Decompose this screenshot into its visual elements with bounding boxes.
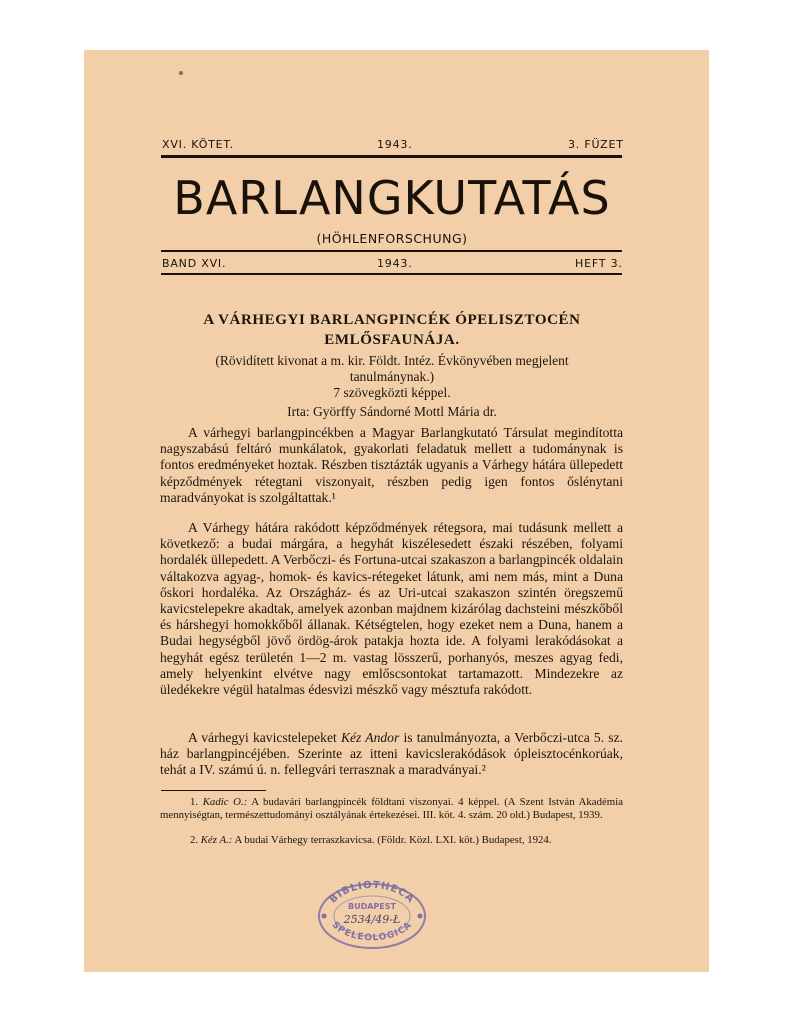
issue-label-de: HEFT 3. — [575, 257, 623, 270]
year-label-de: 1943. — [377, 257, 413, 270]
article-note-text: (Rövidített kivonat a m. kir. Földt. Intéz. Évkönyvében megjelent tanulmánynak.) — [215, 353, 569, 384]
footnote-1-text: A budavári barlangpincék földtani viszonyai. 4 képpel. (A Szent István Akadémia mennyiségtan, természettudományi osztályának értekezései. III. köt. 4. szám. 20 old.) Budapest, 1939. — [160, 796, 623, 822]
volume-label-de: BAND XVI. — [162, 257, 227, 270]
journal-subtitle: (HÖHLENFORSCHUNG) — [316, 231, 468, 246]
header-rule-bottom — [161, 273, 622, 275]
library-stamp — [316, 880, 428, 950]
body-paragraph-2: A Várhegy hátára rakódott képződmények rétegsora, mai tudásunk mellett a következő: a budai márgára, a hegyhát kiszélesedett északi részében, folyami hordalék üllepedett. A Verbőczi- és Fortuna-utcai szakaszon a barlangpincék oldalain váltakozva agyag-, homok- és kavics-rétegeket látunk, ami nem más, mint a Duna őskori hordaléka. Az Országház- és az Uri-utcai szakaszon szintén öregszemű kavicstelepekre akadtak, amelyek azonban majdnem kizárólag dachsteini mészkőből és hárshegyi homokkőből állanak. Kétségtelen, hogy ezeket nem a Duna, hanem a Budai hegységből jövő ördög-árok patakja hozta ide. A folyami lerakódásokat a hegyhát egész területén 1—2 m. vastag lösszerű, porhanyós, meszes agyag fedi, amely helyenkint elvétve nagy emlőscsontokat tartamazott. Mindezekre az üledékekre végül hatalmas édesvizi mészkő vagy mésztufa rakódott. — [160, 520, 623, 698]
p3-before: A várhegyi kavicstelepeket — [188, 730, 341, 745]
journal-title: BARLANGKUTATÁS — [173, 171, 611, 225]
stamp-handwritten: 2534/49-Ł — [343, 913, 401, 926]
article-figures: 7 szövegközti képpel. — [333, 385, 451, 400]
article-title-line1: A VÁRHEGYI BARLANGPINCÉK ÓPELISZTOCÉN — [203, 312, 581, 328]
footnote-rule — [161, 790, 266, 791]
p3-after: is tanulmányozta, a Verbőczi-utca 5. sz. ház barlangpincéjében. Szerinte az itteni kavicslerakódások ópleisztocénkorúak, tehát a IV. számú ú. n. fellegvári terrasznak a maradványai.² — [160, 730, 624, 778]
footnote-2 — [160, 834, 623, 847]
stamp-dot-left — [322, 914, 327, 919]
article-title-line2: EMLŐSFAUNÁJA. — [324, 332, 460, 348]
stamp-bottom-text: SPELEOLOGICA — [329, 920, 415, 944]
article-note — [162, 353, 622, 401]
footnote-1 — [160, 796, 623, 822]
footnote-1-number: 1. — [190, 796, 203, 808]
stamp-dot-right — [418, 914, 423, 919]
footnote-2-author: Kéz A.: — [200, 834, 233, 846]
stamp-middle-text: BUDAPEST — [348, 902, 396, 911]
body-paragraph-1: A várhegyi barlangpincékben a Magyar Barlangkutató Társulat megindította nagyszabású feltáró munkálatok, gyakorlati feladatuk mellett a tudománynak is fontos eredményeket hoztak. Részben tisztázták ugyanis a Várhegy hátára üllepedett képződmények rétegtani viszonyait, részben pedig igen fontos őslénytani maradványokat is szolgáltattak.¹ — [160, 425, 623, 505]
year-label: 1943. — [377, 138, 413, 151]
paper-speck — [179, 71, 183, 75]
footnote-2-number: 2. — [190, 834, 201, 846]
article-title — [162, 310, 622, 350]
footnote-2-text: A budai Várhegy terraszkavicsa. (Földr. Közl. LXI. köt.) Budapest, 1924. — [232, 834, 552, 846]
body-paragraph-3 — [160, 730, 623, 779]
volume-label: XVI. KÖTET. — [162, 138, 234, 151]
header-rule-top — [161, 155, 622, 158]
article-author: Irta: Györffy Sándorné Mottl Mária dr. — [287, 404, 497, 419]
document-page — [84, 50, 709, 972]
stamp-top-text: BIBLIOTHECA — [327, 880, 417, 906]
cited-author: Kéz Andor — [340, 730, 400, 745]
issue-label: 3. FÜZET — [568, 138, 624, 151]
footnote-1-author: Kadic O.: — [202, 796, 248, 808]
header-rule-middle — [161, 250, 622, 252]
